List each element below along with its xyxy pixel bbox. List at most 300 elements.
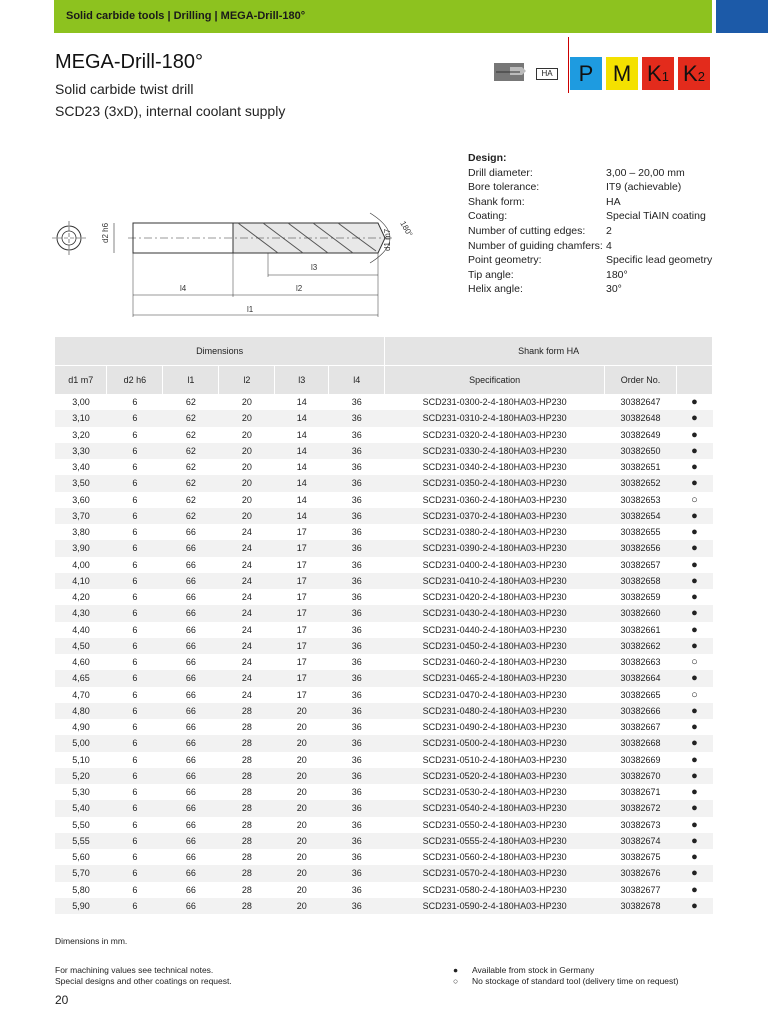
table-cell: 28: [219, 703, 275, 719]
table-cell: SCD231-0555-2-4-180HA03-HP230: [385, 833, 605, 849]
table-cell: 36: [329, 833, 385, 849]
table-cell: 20: [275, 735, 329, 751]
table-cell: 3,30: [55, 443, 107, 459]
stock-indicator: ●: [677, 540, 713, 556]
table-cell: 6: [132, 429, 138, 440]
table-cell: 66: [163, 573, 219, 589]
table-cell: 6: [132, 657, 138, 668]
table-cell: 36: [351, 689, 362, 700]
legend-filled-dot: ●: [453, 965, 459, 975]
l4-label: l4: [180, 284, 187, 293]
table-row: [55, 687, 713, 703]
table-cell: 5,30: [72, 787, 90, 798]
table-cell: 28: [219, 898, 275, 914]
table-cell: 6: [107, 800, 163, 816]
col-header: d1 m7: [55, 366, 107, 395]
table-row: [55, 573, 713, 589]
table-cell: 24: [219, 670, 275, 686]
table-cell: 66: [185, 787, 196, 798]
design-specs: [468, 152, 712, 298]
table-row: [55, 670, 713, 686]
design-key: Tip angle:: [468, 268, 514, 281]
stock-indicator: ●: [691, 591, 698, 604]
table-cell: 36: [329, 443, 385, 459]
table-row: [55, 589, 713, 605]
table-cell: SCD231-0570-2-4-180HA03-HP230: [385, 865, 605, 881]
table-cell: SCD231-0590-2-4-180HA03-HP230: [385, 898, 605, 914]
design-key: Drill diameter:: [468, 166, 533, 179]
table-cell: 24: [241, 689, 252, 700]
table-cell: 6: [107, 540, 163, 556]
table-row: [55, 524, 713, 540]
design-value: 2: [606, 224, 612, 237]
table-cell: 36: [351, 722, 362, 733]
table-cell: 5,80: [72, 884, 90, 895]
table-cell: 30382668: [605, 735, 677, 751]
table-cell: 6: [132, 787, 138, 798]
table-cell: 5,40: [55, 800, 107, 816]
table-row: [55, 475, 713, 491]
stock-indicator: ●: [677, 410, 713, 426]
table-cell: 30382664: [605, 670, 677, 686]
stock-indicator: ●: [691, 786, 698, 799]
table-cell: 28: [219, 833, 275, 849]
drill-drawing: [48, 205, 428, 320]
table-cell: 66: [163, 735, 219, 751]
col-header: l1: [163, 366, 219, 395]
table-cell: 6: [132, 592, 138, 603]
table-cell: 20: [241, 494, 252, 505]
stock-indicator: ●: [677, 800, 713, 816]
table-cell: 66: [163, 768, 219, 784]
table-cell: 5,10: [72, 754, 90, 765]
stock-indicator: ●: [677, 703, 713, 719]
table-cell: SCD231-0390-2-4-180HA03-HP230: [385, 540, 605, 556]
table-cell: 17: [275, 573, 329, 589]
l3-label: l3: [311, 263, 318, 272]
table-cell: 30382647: [620, 397, 661, 408]
table-cell: 36: [351, 429, 362, 440]
table-cell: 17: [296, 657, 307, 668]
table-cell: 3,70: [55, 508, 107, 524]
table-row: [55, 410, 713, 426]
table-cell: 30382651: [620, 462, 661, 473]
table-row: [55, 654, 713, 670]
table-row: [55, 622, 713, 638]
table-cell: 6: [132, 819, 138, 830]
table-cell: 3,60: [72, 494, 90, 505]
stock-indicator: ●: [691, 526, 698, 539]
table-cell: 24: [241, 559, 252, 570]
table-cell: SCD231-0520-2-4-180HA03-HP230: [385, 768, 605, 784]
design-value: 3,00 – 20,00 mm: [606, 166, 685, 179]
table-cell: 6: [132, 559, 138, 570]
table-cell: 17: [275, 670, 329, 686]
table-cell: 30382652: [605, 475, 677, 491]
table-cell: 24: [219, 573, 275, 589]
table-cell: 36: [351, 559, 362, 570]
design-key: Point geometry:: [468, 254, 542, 267]
stock-indicator: ●: [677, 638, 713, 654]
table-cell: SCD231-0560-2-4-180HA03-HP230: [422, 852, 567, 863]
design-value: HA: [606, 195, 621, 208]
table-cell: 36: [329, 605, 385, 621]
stock-indicator: ●: [677, 573, 713, 589]
top-bar: [0, 0, 768, 33]
table-cell: 6: [107, 670, 163, 686]
table-cell: 24: [219, 540, 275, 556]
product-table: [55, 337, 713, 914]
table-cell: 30382649: [620, 429, 661, 440]
table-cell: 24: [241, 592, 252, 603]
stock-indicator: ○: [691, 688, 698, 701]
table-row: [55, 735, 713, 751]
table-cell: 62: [163, 508, 219, 524]
table-cell: 28: [241, 884, 252, 895]
table-cell: 14: [275, 475, 329, 491]
table-cell: 4,60: [72, 657, 90, 668]
table-cell: 66: [185, 592, 196, 603]
table-cell: 6: [132, 397, 138, 408]
table-cell: 36: [351, 624, 362, 635]
table-cell: 17: [296, 527, 307, 538]
table-cell: 4,80: [55, 703, 107, 719]
table-cell: 28: [219, 735, 275, 751]
table-cell: 24: [219, 605, 275, 621]
stock-indicator: ●: [677, 605, 713, 621]
table-cell: 30382673: [620, 819, 661, 830]
table-cell: 20: [296, 787, 307, 798]
table-cell: 6: [107, 605, 163, 621]
table-cell: 66: [185, 559, 196, 570]
table-cell: 4,70: [72, 689, 90, 700]
angle-label: 180°: [398, 219, 415, 239]
table-cell: 4,65: [55, 670, 107, 686]
stock-indicator: ●: [677, 475, 713, 491]
table-cell: 30382661: [620, 624, 661, 635]
table-cell: 62: [163, 475, 219, 491]
shank-tag: HA: [536, 68, 558, 80]
table-cell: 66: [163, 605, 219, 621]
legend-open-dot: ○: [453, 976, 459, 986]
subtitle-series: SCD23 (3xD), internal coolant supply: [55, 103, 286, 119]
table-cell: 66: [163, 703, 219, 719]
table-cell: SCD231-0320-2-4-180HA03-HP230: [422, 429, 567, 440]
table-row: [55, 605, 713, 621]
table-cell: 30382658: [605, 573, 677, 589]
table-cell: SCD231-0420-2-4-180HA03-HP230: [422, 592, 567, 603]
table-cell: 3,00: [72, 397, 90, 408]
table-cell: 36: [351, 819, 362, 830]
table-cell: 4,90: [72, 722, 90, 733]
design-row: [468, 283, 712, 298]
table-cell: 66: [185, 819, 196, 830]
table-cell: 28: [219, 800, 275, 816]
table-cell: 14: [275, 508, 329, 524]
design-title: Design:: [468, 152, 507, 164]
table-cell: 20: [275, 898, 329, 914]
dims-note: Dimensions in mm.: [55, 936, 128, 946]
col-header: l4: [329, 366, 385, 395]
stock-indicator: ●: [677, 508, 713, 524]
table-cell: 30382663: [620, 657, 661, 668]
table-cell: 30382657: [620, 559, 661, 570]
table-cell: 5,55: [55, 833, 107, 849]
table-row: [55, 882, 713, 898]
table-cell: 6: [107, 735, 163, 751]
table-cell: 62: [163, 410, 219, 426]
table-cell: 20: [219, 508, 275, 524]
table-cell: 5,70: [55, 865, 107, 881]
table-cell: 36: [351, 527, 362, 538]
table-cell: 36: [329, 768, 385, 784]
table-row: [55, 443, 713, 459]
table-cell: 3,90: [55, 540, 107, 556]
stock-indicator: ●: [677, 833, 713, 849]
table-cell: SCD231-0300-2-4-180HA03-HP230: [422, 397, 567, 408]
table-cell: 6: [107, 508, 163, 524]
table-cell: 4,50: [55, 638, 107, 654]
table-cell: SCD231-0400-2-4-180HA03-HP230: [422, 559, 567, 570]
table-cell: 4,10: [55, 573, 107, 589]
table-cell: 20: [275, 703, 329, 719]
special-note: Special designs and other coatings on request.: [55, 976, 232, 986]
page-number: 20: [55, 993, 69, 1007]
table-cell: 36: [351, 494, 362, 505]
table-cell: 6: [132, 494, 138, 505]
table-cell: 30382660: [605, 605, 677, 621]
table-cell: 14: [275, 443, 329, 459]
table-cell: 20: [296, 852, 307, 863]
table-cell: 20: [275, 768, 329, 784]
table-cell: 6: [107, 833, 163, 849]
stock-indicator: ○: [691, 493, 698, 506]
table-row: [55, 703, 713, 719]
table-cell: 66: [185, 852, 196, 863]
stock-indicator: ●: [677, 443, 713, 459]
table-cell: 36: [329, 735, 385, 751]
table-cell: 6: [132, 462, 138, 473]
table-cell: 30382670: [605, 768, 677, 784]
subtitle-type: Solid carbide twist drill: [55, 81, 194, 97]
table-cell: 5,60: [72, 852, 90, 863]
table-cell: 24: [219, 638, 275, 654]
table-cell: 6: [107, 768, 163, 784]
design-row: [468, 225, 712, 240]
table-cell: 30382667: [620, 722, 661, 733]
table-cell: SCD231-0310-2-4-180HA03-HP230: [385, 410, 605, 426]
design-row: [468, 167, 712, 182]
table-cell: 6: [132, 852, 138, 863]
table-cell: 36: [329, 670, 385, 686]
table-cell: 36: [329, 800, 385, 816]
table-cell: 36: [351, 787, 362, 798]
col-header: l2: [219, 366, 275, 395]
design-value: Specific lead geometry: [606, 254, 713, 267]
stock-indicator: ●: [691, 558, 698, 571]
table-cell: SCD231-0340-2-4-180HA03-HP230: [422, 462, 567, 473]
legend-filled-text: Available from stock in Germany: [472, 965, 595, 975]
table-cell: 66: [185, 884, 196, 895]
table-cell: 14: [296, 397, 307, 408]
dimensions-group-header: Dimensions: [55, 337, 385, 366]
design-row: [468, 196, 712, 211]
table-cell: 66: [163, 865, 219, 881]
table-cell: 20: [296, 754, 307, 765]
table-cell: 62: [163, 443, 219, 459]
table-cell: 36: [351, 754, 362, 765]
table-cell: 66: [185, 657, 196, 668]
table-cell: 66: [163, 540, 219, 556]
material-k1: K1: [642, 57, 674, 90]
table-cell: 36: [329, 703, 385, 719]
table-cell: 20: [241, 462, 252, 473]
table-cell: 28: [219, 865, 275, 881]
table-cell: 17: [275, 540, 329, 556]
stock-indicator: ●: [691, 623, 698, 636]
material-m: M: [606, 57, 638, 90]
table-cell: SCD231-0360-2-4-180HA03-HP230: [422, 494, 567, 505]
design-key: Number of guiding chamfers:: [468, 239, 603, 252]
table-cell: 30382653: [620, 494, 661, 505]
table-cell: 30382669: [620, 754, 661, 765]
table-cell: 30382672: [605, 800, 677, 816]
table-cell: SCD231-0380-2-4-180HA03-HP230: [422, 527, 567, 538]
table-cell: 6: [107, 898, 163, 914]
table-cell: 17: [296, 559, 307, 570]
table-cell: 5,20: [55, 768, 107, 784]
table-cell: 3,40: [72, 462, 90, 473]
table-cell: 20: [275, 833, 329, 849]
col-header: l3: [275, 366, 329, 395]
table-cell: 14: [275, 410, 329, 426]
design-key: Helix angle:: [468, 283, 523, 296]
stock-indicator: ●: [677, 865, 713, 881]
header-divider: [568, 37, 569, 93]
col-header: Order No.: [605, 366, 677, 395]
col-header: Specification: [385, 366, 605, 395]
table-cell: 5,50: [72, 819, 90, 830]
table-cell: 66: [163, 670, 219, 686]
table-cell: 20: [275, 865, 329, 881]
table-cell: 20: [219, 475, 275, 491]
table-cell: 3,80: [72, 527, 90, 538]
table-cell: 30382676: [605, 865, 677, 881]
stock-indicator: ●: [691, 818, 698, 831]
table-cell: 3,10: [55, 410, 107, 426]
table-cell: 28: [241, 852, 252, 863]
table-row: [55, 817, 713, 833]
design-value: 4: [606, 239, 612, 252]
table-cell: 30382662: [605, 638, 677, 654]
table-cell: SCD231-0540-2-4-180HA03-HP230: [385, 800, 605, 816]
table-cell: 62: [185, 462, 196, 473]
table-cell: SCD231-0460-2-4-180HA03-HP230: [422, 657, 567, 668]
table-cell: 6: [132, 722, 138, 733]
table-row: [55, 557, 713, 573]
table-cell: 14: [296, 462, 307, 473]
stock-indicator: ●: [691, 851, 698, 864]
table-cell: 30382655: [620, 527, 661, 538]
table-cell: 28: [241, 819, 252, 830]
table-cell: 20: [296, 722, 307, 733]
table-cell: 20: [275, 800, 329, 816]
table-cell: 66: [185, 527, 196, 538]
table-cell: 36: [351, 462, 362, 473]
design-row: [468, 269, 712, 284]
table-row: [55, 540, 713, 556]
stock-indicator: ●: [677, 670, 713, 686]
table-cell: 66: [163, 800, 219, 816]
table-cell: 28: [219, 768, 275, 784]
table-cell: SCD231-0500-2-4-180HA03-HP230: [385, 735, 605, 751]
table-row: [55, 508, 713, 524]
table-cell: 3,20: [72, 429, 90, 440]
table-cell: 20: [241, 429, 252, 440]
design-value: Special TiAIN coating: [606, 210, 706, 223]
design-row: [468, 210, 712, 225]
table-row: [55, 865, 713, 881]
l1-label: l1: [247, 305, 254, 314]
table-cell: 62: [185, 429, 196, 440]
table-cell: 6: [132, 689, 138, 700]
d2-label: d2 h6: [101, 222, 110, 243]
table-cell: 6: [132, 884, 138, 895]
design-row: [468, 181, 712, 196]
table-cell: 6: [107, 865, 163, 881]
table-cell: 6: [132, 527, 138, 538]
table-cell: 30382671: [620, 787, 661, 798]
design-key: Shank form:: [468, 195, 525, 208]
table-cell: 30382659: [620, 592, 661, 603]
table-cell: 36: [329, 410, 385, 426]
table-cell: 20: [296, 884, 307, 895]
table-cell: 30382654: [605, 508, 677, 524]
table-cell: 66: [185, 624, 196, 635]
table-row: [55, 849, 713, 865]
table-cell: 62: [185, 494, 196, 505]
table-cell: 30382648: [605, 410, 677, 426]
design-row: [468, 240, 712, 255]
table-row: [55, 719, 713, 735]
table-cell: 17: [296, 592, 307, 603]
table-cell: 30382677: [620, 884, 661, 895]
table-cell: 36: [329, 573, 385, 589]
table-cell: 17: [296, 624, 307, 635]
design-key: Number of cutting edges:: [468, 224, 586, 237]
table-cell: 6: [107, 410, 163, 426]
table-cell: 17: [275, 638, 329, 654]
table-cell: 36: [351, 852, 362, 863]
legend-open-text: No stockage of standard tool (delivery time on request): [472, 976, 679, 986]
stock-indicator: ●: [691, 883, 698, 896]
table-cell: SCD231-0430-2-4-180HA03-HP230: [385, 605, 605, 621]
table-cell: 30382675: [620, 852, 661, 863]
table-row: [55, 492, 713, 508]
table-cell: 36: [351, 592, 362, 603]
table-cell: 30382656: [605, 540, 677, 556]
table-cell: 17: [275, 605, 329, 621]
machining-note: For machining values see technical notes.: [55, 965, 214, 975]
table-cell: 4,30: [55, 605, 107, 621]
stock-indicator: ●: [691, 428, 698, 441]
table-cell: 66: [163, 833, 219, 849]
table-cell: 30382666: [605, 703, 677, 719]
table-cell: 36: [351, 657, 362, 668]
table-cell: SCD231-0470-2-4-180HA03-HP230: [422, 689, 567, 700]
stock-indicator: ●: [691, 396, 698, 409]
table-cell: 28: [241, 754, 252, 765]
